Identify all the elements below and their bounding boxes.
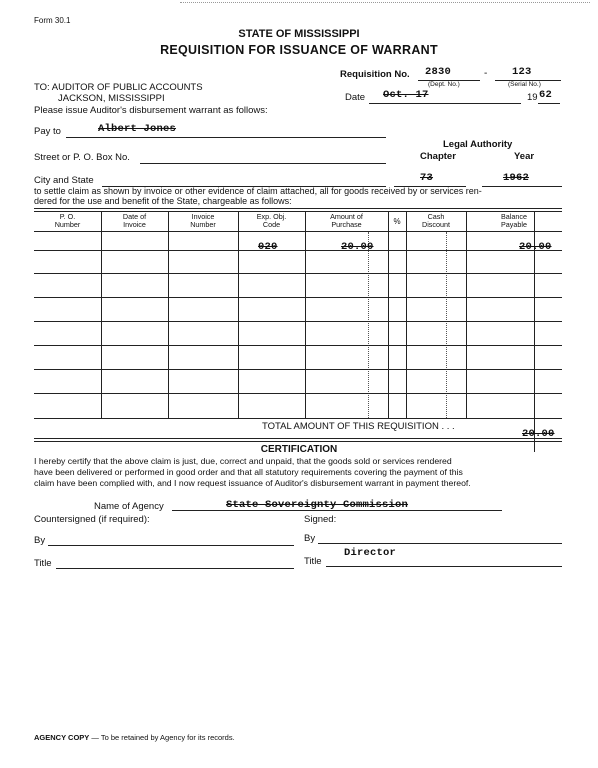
table-top-rule xyxy=(34,208,562,209)
row-rule xyxy=(34,297,562,298)
by-label-right: By xyxy=(304,533,316,544)
signed-label: Signed: xyxy=(304,514,337,525)
requisition-dash: - xyxy=(484,68,488,79)
col-divider xyxy=(466,212,467,418)
title-label-left: Title xyxy=(34,558,52,569)
state-heading: STATE OF MISSISSIPPI xyxy=(238,28,360,40)
total-rule-2 xyxy=(34,441,562,442)
col-divider xyxy=(168,212,169,418)
col-divider xyxy=(406,212,407,418)
row-rule xyxy=(34,273,562,274)
pay-to-label: Pay to xyxy=(34,126,61,137)
legal-authority-heading: Legal Authority xyxy=(443,139,513,150)
certification-heading: CERTIFICATION xyxy=(260,444,338,455)
street-label: Street or P. O. Box No. xyxy=(34,152,130,163)
chapter-value: 73 xyxy=(420,172,434,184)
title-value-right: Director xyxy=(344,547,397,559)
date-label: Date xyxy=(345,92,366,103)
year-value-line xyxy=(482,186,562,187)
row-rule xyxy=(34,321,562,322)
total-label: TOTAL AMOUNT OF THIS REQUISITION . . . xyxy=(262,421,455,432)
certification-line-2: have been delivered or performed in good order and that all statutory requirements covering the payment of this xyxy=(34,467,463,477)
serial-no-caption: (Serial No.) xyxy=(508,81,541,88)
title-line-right xyxy=(326,566,562,567)
cents-divider xyxy=(368,232,369,418)
col-po-number: P. O. Number xyxy=(54,212,81,229)
certification-line-1: I hereby certify that the above claim is just, due, correct and unpaid, that the goods sold or services rendered xyxy=(34,456,452,466)
footer xyxy=(34,733,235,742)
issue-instruction: Please issue Auditor's disbursement warrant as follows: xyxy=(34,105,268,116)
form-title: REQUISITION FOR ISSUANCE OF WARRANT xyxy=(160,43,438,57)
form-number: Form 30.1 xyxy=(34,16,71,25)
serial-no-value: 123 xyxy=(512,66,532,78)
street-line xyxy=(140,163,386,164)
requisition-label: Requisition No. xyxy=(340,69,410,80)
title-label-right: Title xyxy=(304,556,322,567)
chapter-label: Chapter xyxy=(420,151,456,162)
to-line-1: TO: AUDITOR OF PUBLIC ACCOUNTS xyxy=(34,82,203,93)
table-top-rule-2 xyxy=(34,211,562,212)
table-header-rule xyxy=(34,231,562,232)
to-line-2: JACKSON, MISSISSIPPI xyxy=(58,93,165,104)
agency-value: State Sovereignty Commission xyxy=(226,499,409,511)
cell-exp-code: 020 xyxy=(258,241,278,253)
pay-to-value: Albert Jones xyxy=(98,123,177,135)
settle-text-2: dered for the use and benefit of the State, chargeable as follows: xyxy=(34,196,292,206)
cell-balance: 20.00 xyxy=(519,241,552,253)
by-label-left: By xyxy=(34,535,46,546)
pay-to-line xyxy=(66,137,386,138)
total-value: 20.00 xyxy=(522,428,555,440)
col-amount-of-purchase: Amount of Purchase xyxy=(330,212,363,229)
countersigned-label: Countersigned (if required): xyxy=(34,514,150,525)
top-perforation xyxy=(180,2,590,3)
date-value: Oct. 17 xyxy=(383,89,429,101)
year-value: 1962 xyxy=(503,172,530,184)
row-rule xyxy=(34,369,562,370)
col-divider xyxy=(238,212,239,418)
dept-no-caption: (Dept. No.) xyxy=(428,81,460,88)
title-line-left xyxy=(56,568,294,569)
total-rule-1 xyxy=(34,438,562,439)
col-divider xyxy=(388,212,389,418)
dept-no-value: 2830 xyxy=(425,66,452,78)
settle-text-1: to settle claim as shown by invoice or other evidence of claim attached, all for goods received by or services ren- xyxy=(34,186,482,196)
col-invoice-number: Invoice Number xyxy=(190,212,216,229)
col-exp-obj-code: Exp. Obj. Code xyxy=(256,212,287,229)
col-divider xyxy=(305,212,306,418)
col-percent: % xyxy=(393,217,401,226)
row-rule xyxy=(34,393,562,394)
city-label: City and State xyxy=(34,175,94,186)
cell-amount: 20.00 xyxy=(341,241,374,253)
row-rule xyxy=(34,418,562,419)
col-cash-discount: Cash Discount xyxy=(422,212,450,229)
date-line xyxy=(369,103,521,104)
certification-line-3: claim have been complied with, and I now request issuance of Auditor's disbursement warrant in payment thereof. xyxy=(34,478,471,488)
col-divider xyxy=(101,212,102,418)
year-label: Year xyxy=(514,151,535,162)
agency-copy-text: — To be retained by Agency for its records. xyxy=(91,733,235,742)
by-line-right xyxy=(318,543,562,544)
agency-label: Name of Agency xyxy=(94,501,164,512)
row-rule xyxy=(34,345,562,346)
col-balance-payable: Balance Payable xyxy=(501,212,527,229)
by-line-left xyxy=(48,545,294,546)
year-line xyxy=(538,103,560,104)
year-suffix: 62 xyxy=(539,89,553,101)
row-rule xyxy=(34,250,562,251)
col-date-of-invoice: Date of Invoice xyxy=(122,212,147,229)
agency-copy-label: AGENCY COPY xyxy=(34,733,90,742)
year-prefix: 19 xyxy=(527,92,538,103)
cents-divider xyxy=(446,232,447,418)
